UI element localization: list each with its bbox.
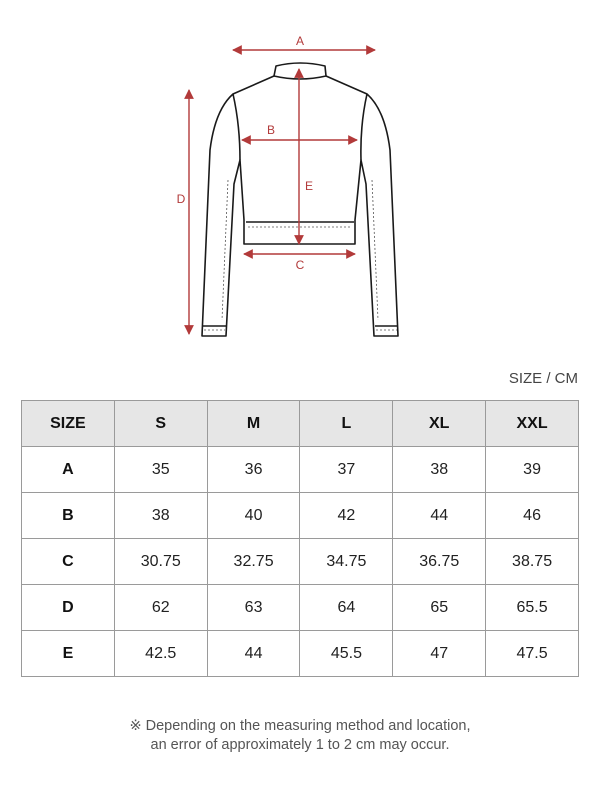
table-cell: 44: [393, 493, 486, 539]
table-cell: 38: [114, 493, 207, 539]
row-label: C: [22, 539, 115, 585]
long-sleeve-crop-top-illustration: [0, 0, 600, 360]
table-cell: 35: [114, 447, 207, 493]
table-cell: 44: [207, 631, 300, 677]
label-a: A: [295, 34, 305, 48]
table-cell: 34.75: [300, 539, 393, 585]
table-row: [22, 631, 579, 677]
header-cell: XL: [393, 401, 486, 447]
table-row: [22, 447, 579, 493]
label-c: C: [295, 258, 305, 272]
table-cell: 32.75: [207, 539, 300, 585]
table-cell: 40: [207, 493, 300, 539]
measurement-note: [0, 717, 600, 755]
header-cell: M: [207, 401, 300, 447]
header-cell: SIZE: [22, 401, 115, 447]
measure-arrows: [189, 50, 375, 334]
size-chart-table: [21, 400, 579, 677]
row-label: B: [22, 493, 115, 539]
row-label: D: [22, 585, 115, 631]
table-cell: 30.75: [114, 539, 207, 585]
header-cell: XXL: [486, 401, 579, 447]
table-cell: 47: [393, 631, 486, 677]
table-row: [22, 493, 579, 539]
label-b: B: [266, 123, 276, 137]
table-cell: 37: [300, 447, 393, 493]
table-cell: 45.5: [300, 631, 393, 677]
table-cell: 47.5: [486, 631, 579, 677]
garment-outline: [202, 63, 398, 336]
table-cell: 36: [207, 447, 300, 493]
table-cell: 62: [114, 585, 207, 631]
table-cell: 65: [393, 585, 486, 631]
table-cell: 42: [300, 493, 393, 539]
label-d: D: [176, 192, 186, 206]
table-cell: 65.5: [486, 585, 579, 631]
row-label: A: [22, 447, 115, 493]
table-cell: 46: [486, 493, 579, 539]
note-line-2: an error of approximately 1 to 2 cm may occur.: [150, 737, 450, 753]
table-cell: 36.75: [393, 539, 486, 585]
table-cell: 42.5: [114, 631, 207, 677]
unit-label: SIZE / CM: [508, 370, 578, 387]
table-cell: 38: [393, 447, 486, 493]
note-line-1: ※ Depending on the measuring method and location,: [129, 718, 471, 734]
table-row: [22, 585, 579, 631]
header-cell: L: [300, 401, 393, 447]
row-label: E: [22, 631, 115, 677]
table-cell: 64: [300, 585, 393, 631]
table-header-row: [22, 401, 579, 447]
header-cell: S: [114, 401, 207, 447]
table-cell: 38.75: [486, 539, 579, 585]
garment-diagram: [0, 0, 600, 360]
table-row: [22, 539, 579, 585]
table-cell: 63: [207, 585, 300, 631]
table-cell: 39: [486, 447, 579, 493]
label-e: E: [304, 179, 314, 193]
